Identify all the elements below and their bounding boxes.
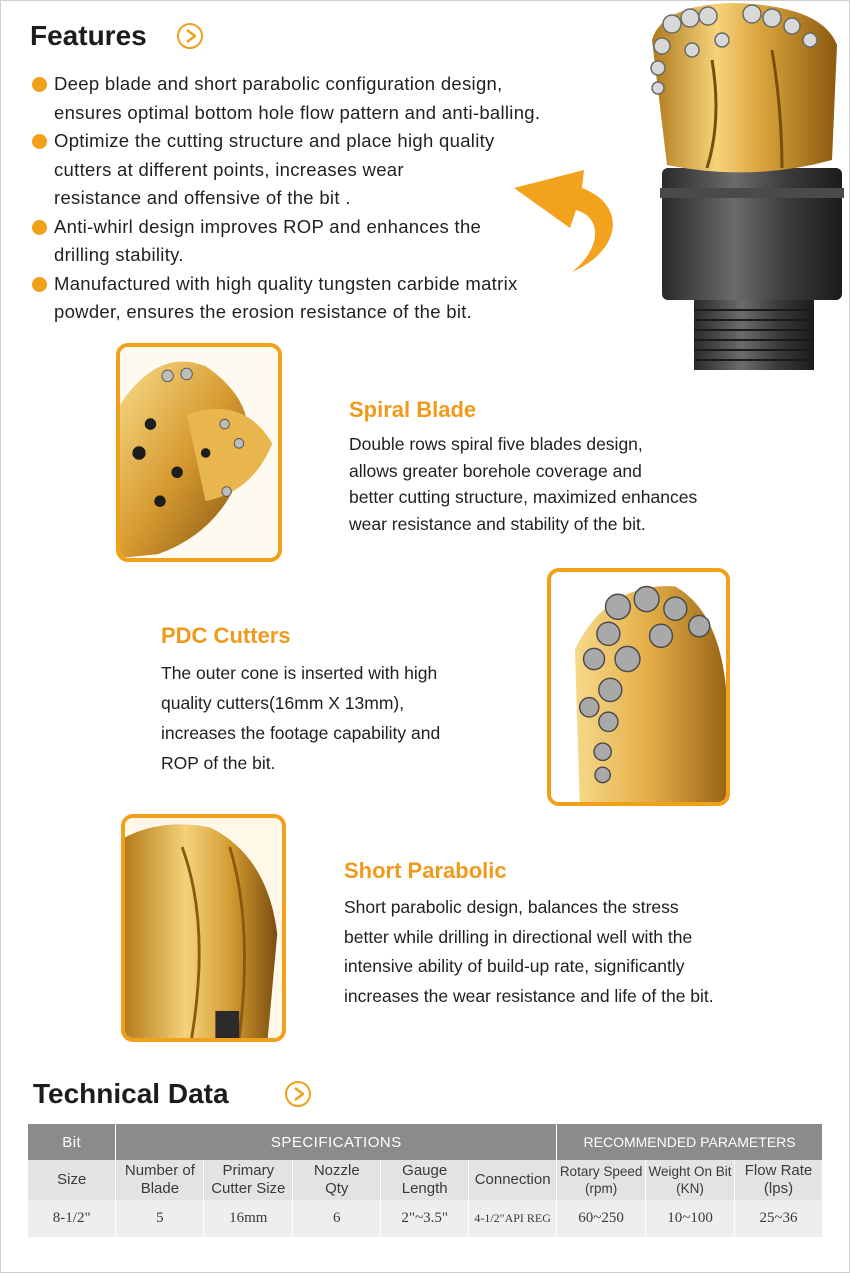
cell-rotary-speed: 60~250 — [557, 1200, 646, 1237]
pdc-cutters-section — [161, 623, 521, 778]
spiral-blade-description: Double rows spiral five blades design, allows greater borehole coverage and better cutting structure, maximized enhances wear resistance and stability of the bit. — [349, 434, 698, 534]
cell-nozzle-qty: 6 — [293, 1200, 381, 1237]
cell-flow-rate: 25~36 — [735, 1200, 823, 1237]
arrow-right-icon — [285, 1081, 311, 1107]
cell-size: 8-1/2" — [28, 1200, 116, 1237]
header-recommended-parameters: RECOMMENDED PARAMETERS — [557, 1124, 823, 1160]
spiral-blade-image — [116, 343, 282, 562]
col-connection: Connection — [469, 1160, 557, 1200]
pdc-cutters-title: PDC Cutters — [161, 623, 291, 648]
spiral-blade-section — [349, 397, 769, 537]
col-nozzle-qty: Nozzle Qty — [293, 1160, 381, 1200]
short-parabolic-image — [121, 814, 286, 1042]
table-subheader-row — [28, 1160, 823, 1200]
pdc-bit-main-image — [632, 0, 847, 372]
col-rotary-speed: Rotary Speed (rpm) — [557, 1160, 646, 1200]
feature-item: Deep blade and short parabolic configuration design, ensures optimal bottom hole flow pattern and anti-balling. — [32, 70, 632, 127]
header-bit: Bit — [28, 1124, 116, 1160]
bullet-icon — [32, 220, 47, 235]
features-title: Features — [30, 20, 147, 51]
feature-item: Manufactured with high quality tungsten carbide matrix powder, ensures the erosion resistance of the bit. — [32, 270, 632, 327]
curved-arrow-icon — [512, 150, 632, 275]
cell-primary-cutter-size: 16mm — [204, 1200, 293, 1237]
header-specifications: SPECIFICATIONS — [116, 1124, 557, 1160]
table-row — [28, 1200, 823, 1237]
cell-connection: 4-1/2"API REG — [469, 1200, 557, 1237]
technical-data-title: Technical Data — [33, 1078, 229, 1109]
col-flow-rate: Flow Rate (lps) — [735, 1160, 823, 1200]
feature-item: Optimize the cutting structure and place high quality cutters at different points, increases wear resistance and offensive of the bit . — [32, 127, 632, 213]
short-parabolic-description: Short parabolic design, balances the stress better while drilling in directional well with the intensive ability of build-up rate, significantly increases the wear resistance and life of the bit. — [344, 897, 714, 1006]
cell-weight-on-bit: 10~100 — [646, 1200, 735, 1237]
cell-number-of-blade: 5 — [116, 1200, 204, 1237]
pdc-cutters-description: The outer cone is inserted with high quality cutters(16mm X 13mm), increases the footage capability and ROP of the bit. — [161, 663, 441, 773]
cell-gauge-length: 2"~3.5" — [381, 1200, 469, 1237]
col-gauge-length: Gauge Length — [381, 1160, 469, 1200]
bullet-icon — [32, 77, 47, 92]
bullet-icon — [32, 277, 47, 292]
col-size: Size — [28, 1160, 116, 1200]
technical-data-table — [28, 1124, 823, 1237]
arrow-right-icon — [177, 23, 203, 49]
col-primary-cutter-size: Primary Cutter Size — [204, 1160, 293, 1200]
col-number-of-blade: Number of Blade — [116, 1160, 204, 1200]
table-header-row — [28, 1124, 823, 1160]
bullet-icon — [32, 134, 47, 149]
short-parabolic-title: Short Parabolic — [344, 858, 507, 883]
spiral-blade-title: Spiral Blade — [349, 397, 477, 422]
short-parabolic-section — [344, 858, 774, 1011]
feature-item: Anti-whirl design improves ROP and enhances the drilling stability. — [32, 213, 632, 270]
col-weight-on-bit: Weight On Bit (KN) — [646, 1160, 735, 1200]
pdc-cutters-image — [547, 568, 730, 806]
